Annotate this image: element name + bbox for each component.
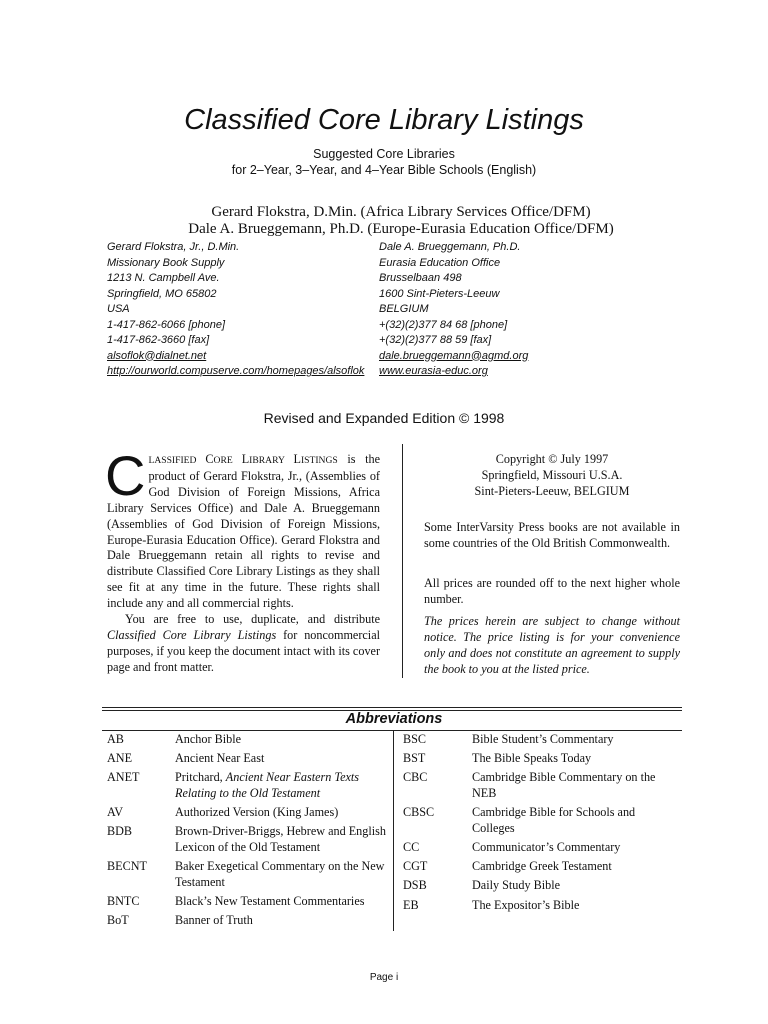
abbreviation-definition	[175, 751, 387, 767]
definition-text: Cambridge Bible Commentary on the NEB	[472, 770, 656, 800]
abbreviation-code: CGT	[403, 859, 428, 874]
contact-line: BELGIUM	[379, 303, 429, 315]
abbreviation-definition	[472, 732, 675, 748]
intro-paragraph-2	[107, 612, 380, 676]
definition-text: Ancient Near East	[175, 751, 265, 766]
note-price-disclaimer: The prices herein are subject to change without notice. The price listing is for your convenience only and does not constitute an agreement to supply the book to you at the listed price.	[424, 614, 680, 676]
contact-email-link[interactable]: alsoflok@dialnet.net	[107, 349, 207, 362]
abbreviation-definition	[472, 840, 675, 856]
copyright-line-2: Springfield, Missouri U.S.A.	[481, 467, 623, 482]
contact-line: 1600 Sint-Pieters-Leeuw	[379, 287, 500, 300]
abbreviations-heading-rule	[102, 730, 682, 731]
contact-line: Brusselbaan 498	[379, 272, 462, 284]
author-1: Gerard Flokstra, D.Min. (Africa Library Services Office/DFM)	[211, 204, 591, 220]
abbreviation-definition	[472, 770, 675, 801]
contact-website-link[interactable]: http://ourworld.compuserve.com/homepages/alsoflok	[107, 365, 365, 377]
abbreviation-code: CC	[403, 839, 420, 854]
abbreviation-row	[403, 770, 675, 801]
small-caps-small: ORE	[213, 455, 242, 466]
abbreviation-row	[107, 913, 387, 929]
contact-line: Dale A. Brueggemann, Ph.D.	[379, 241, 521, 253]
definition-text: Pritchard,	[175, 770, 226, 785]
small-caps-small: IBRARY	[249, 455, 294, 466]
definition-text: Black’s New Testament Commentaries	[175, 893, 365, 908]
abbreviation-row	[107, 894, 387, 910]
intro-title-italic: Classified Core Library Listings	[107, 627, 277, 642]
contact-fax: +(32)(2)377 88 59 [fax]	[379, 334, 492, 346]
abbreviation-definition	[175, 859, 387, 890]
abbreviation-definition	[175, 805, 387, 821]
abbreviation-definition	[175, 732, 387, 748]
notes-column	[424, 452, 680, 676]
abbreviation-code: AV	[107, 805, 124, 820]
abbreviation-definition	[175, 894, 387, 910]
definition-text: Bible Student’s Commentary	[472, 732, 614, 746]
page-number: Page i	[369, 972, 399, 983]
abbreviation-code: BST	[403, 751, 426, 766]
small-caps-small: ISTINGS	[300, 455, 338, 466]
subtitle-line-2: for 2–Year, 3–Year, and 4–Year Bible Schools (English)	[231, 163, 537, 177]
contact-phone: +(32)(2)377 84 68 [phone]	[379, 318, 508, 331]
abbreviation-code: ANE	[107, 751, 133, 766]
contact-line: Missionary Book Supply	[107, 256, 225, 269]
small-caps-small: LASSIFIED	[148, 455, 206, 466]
copyright-line-3: Sint-Pieters-Leeuw, BELGIUM	[474, 483, 630, 498]
abbreviation-definition	[472, 878, 675, 894]
abbreviation-row	[403, 840, 675, 856]
definition-text: Cambridge Bible for Schools and Colleges	[472, 805, 636, 835]
abbreviation-code: CBC	[403, 770, 428, 785]
abbreviations-heading: Abbreviations	[345, 711, 443, 727]
definition-text: Communicator’s Commentary	[472, 839, 621, 854]
abbreviation-row	[403, 732, 675, 748]
definition-text: Brown-Driver-Briggs, Hebrew and English Lexicon of the Old Testament	[175, 824, 386, 854]
definition-text: Daily Study Bible	[472, 878, 561, 893]
abbreviations-right-column	[403, 732, 675, 917]
page-title: Classified Core Library Listings	[184, 104, 584, 136]
definition-text: The Bible Speaks Today	[472, 751, 592, 766]
abbreviation-row	[403, 805, 675, 836]
abbreviation-code: BECNT	[107, 859, 147, 874]
abbreviation-code: EB	[403, 897, 419, 912]
intro-paragraph-2-text: for noncommercial purposes, if you keep the document intact with its cover page and front matter.	[107, 627, 380, 674]
abbreviations-top-rule	[102, 707, 682, 708]
definition-text: Anchor Bible	[175, 732, 242, 746]
definition-text: The Expositor’s Bible	[472, 897, 580, 912]
abbreviation-code: BDB	[107, 824, 133, 839]
abbreviations-left-column	[107, 732, 387, 932]
intro-paragraph-2-text: You are free to use, duplicate, and distribute	[125, 612, 380, 627]
abbreviation-row	[403, 898, 675, 914]
contact-block-brueggemann	[379, 240, 528, 380]
abbreviation-row	[107, 732, 387, 748]
definition-text: Cambridge Greek Testament	[472, 859, 612, 874]
contact-block-flokstra	[107, 240, 364, 380]
contact-fax: 1-417-862-3660 [fax]	[107, 334, 210, 346]
intro-paragraph-1	[105, 444, 381, 612]
contact-email-link[interactable]: dale.brueggemann@agmd.org	[379, 349, 529, 362]
subtitle-line-1: Suggested Core Libraries	[313, 147, 455, 161]
abbreviation-code: DSB	[403, 878, 427, 893]
abbreviation-code: BoT	[107, 913, 129, 928]
contact-line: Gerard Flokstra, Jr., D.Min.	[107, 241, 240, 253]
abbreviation-definition	[175, 770, 387, 801]
contact-line: Eurasia Education Office	[379, 256, 501, 269]
contact-line: USA	[107, 303, 130, 315]
edition-line: Revised and Expanded Edition © 1998	[263, 410, 505, 426]
abbreviation-row	[403, 751, 675, 767]
abbreviation-definition	[472, 898, 675, 914]
contact-website-link[interactable]: www.eurasia-educ.org	[379, 365, 488, 377]
abbreviation-row	[107, 751, 387, 767]
intro-paragraph-1-text: is the product of Gerard Flokstra, Jr., (Assemblies of God Division of Foreign Missions, Africa Library Services Office) and Dale A. Brueggemann (Assemblies of God Division of Foreign Missions, Europe-Eurasia Education Office). Gerard Flokstra and Dale Brueggemann retain all rights to revise and distribute Classified Core Library Listings as they shall see fit at any time in the future. These rights shall include any and all commercial rights.	[107, 452, 381, 611]
contact-phone: 1-417-862-6066 [phone]	[107, 318, 226, 331]
abbreviation-code: AB	[107, 732, 124, 746]
definition-text: Baker Exegetical Commentary on the New Testament	[175, 859, 385, 889]
author-2: Dale A. Brueggemann, Ph.D. (Europe-Eurasia Education Office/DFM)	[188, 221, 614, 237]
abbreviation-code: ANET	[107, 770, 140, 785]
abbreviation-code: CBSC	[403, 805, 435, 820]
note-prices: All prices are rounded off to the next higher whole number.	[424, 576, 680, 606]
definition-italic: Ancient Near Eastern Texts Relating to the Old Testament	[175, 770, 360, 800]
abbreviation-row	[107, 805, 387, 821]
abbreviation-row	[107, 824, 387, 855]
intro-text	[105, 444, 381, 676]
column-divider	[402, 444, 403, 678]
copyright-line-1: Copyright © July 1997	[495, 452, 609, 466]
abbreviation-row	[403, 859, 675, 875]
drop-cap: C	[105, 444, 146, 507]
abbreviation-row	[107, 859, 387, 890]
small-caps-big: L	[293, 452, 301, 466]
small-caps-big: C	[205, 452, 214, 466]
small-caps-big: L	[241, 452, 250, 466]
abbreviation-definition	[472, 805, 675, 836]
abbreviation-row	[403, 878, 675, 894]
abbreviation-definition	[175, 913, 387, 929]
contact-line: Springfield, MO 65802	[107, 287, 217, 300]
abbreviation-row	[107, 770, 387, 801]
abbreviation-definition	[472, 751, 675, 767]
definition-text: Banner of Truth	[175, 913, 253, 928]
abbreviation-definition	[472, 859, 675, 875]
abbreviation-code: BSC	[403, 732, 427, 746]
abbreviations-column-divider	[393, 731, 394, 931]
abbreviation-definition	[175, 824, 387, 855]
definition-text: Authorized Version (King James)	[175, 805, 339, 820]
abbreviation-code: BNTC	[107, 893, 140, 908]
contact-line: 1213 N. Campbell Ave.	[107, 272, 220, 284]
note-intervarsity: Some InterVarsity Press books are not available in some countries of the Old British Commonwealth.	[424, 520, 680, 550]
